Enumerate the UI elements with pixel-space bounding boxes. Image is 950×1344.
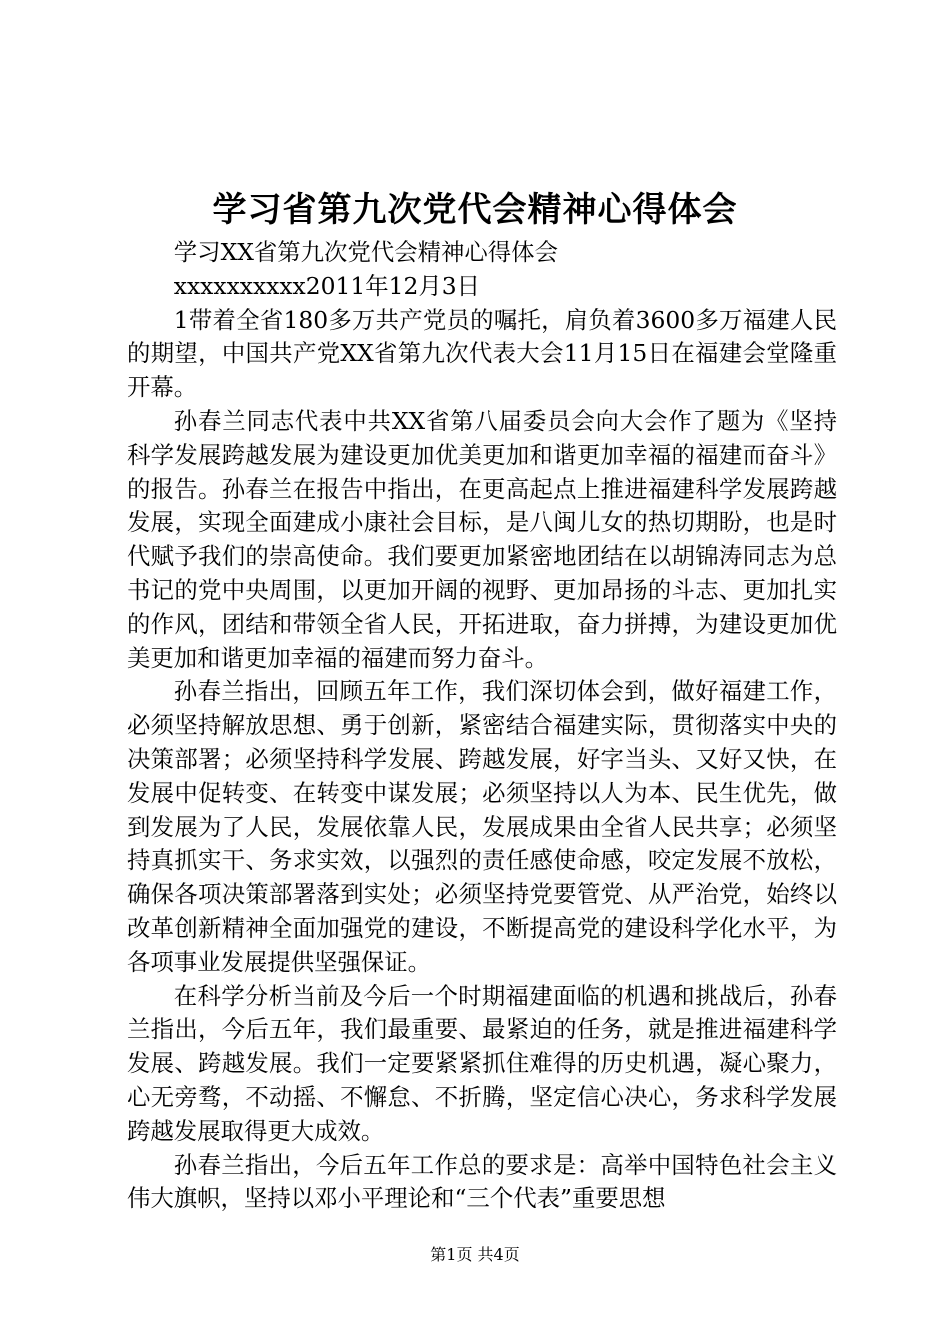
body-paragraph: 在科学分析当前及今后一个时期福建面临的机遇和挑战后，孙春兰指出，今后五年，我们最重要、最紧迫的任务，就是推进福建科学发展、跨越发展。我们一定要紧紧抓住难得的历史机遇，凝心聚力，心无旁骛，不动摇、不懈怠、不折腾，坚定信心决心，务求科学发展跨越发展取得更大成效。	[127, 981, 837, 1145]
body-paragraph: 孙春兰指出，回顾五年工作，我们深切体会到，做好福建工作，必须坚持解放思想、勇于创新，紧密结合福建实际，贯彻落实中央的决策部署；必须坚持科学发展、跨越发展，好字当头、又好又快，在发展中促转变、在转变中谋发展；必须坚持以人为本、民生优先，做到发展为了人民，发展依靠人民，发展成果由全省人民共享；必须坚持真抓实干、务求实效，以强烈的责任感使命感，咬定发展不放松，确保各项决策部署落到实处；必须坚持党要管党、从严治党，始终以改革创新精神全面加强党的建设，不断提高党的建设科学化水平，为各项事业发展提供坚强保证。	[127, 677, 837, 976]
body-paragraph: 孙春兰同志代表中共XX省第八届委员会向大会作了题为《坚持科学发展跨越发展为建设更加优美更加和谐更加幸福的福建而奋斗》的报告。孙春兰在报告中指出，在更高起点上推进福建科学发展跨越发展，实现全面建成小康社会目标，是八闽儿女的热切期盼，也是时代赋予我们的崇高使命。我们要更加紧密地团结在以胡锦涛同志为总书记的党中央周围，以更加开阔的视野、更加昂扬的斗志、更加扎实的作风，团结和带领全省人民，开拓进取，奋力拼搏，为建设更加优美更加和谐更加幸福的福建而努力奋斗。	[127, 406, 837, 672]
page-footer: 第1页 共4页	[430, 1245, 520, 1264]
body-paragraph: 1带着全省180多万共产党员的嘱托，肩负着3600多万福建人民的期望，中国共产党XX省第九次代表大会11月15日在福建会堂隆重开幕。	[127, 305, 837, 402]
document-body	[127, 236, 837, 1216]
body-paragraph: 孙春兰指出，今后五年工作总的要求是：高举中国特色社会主义伟大旗帜，坚持以邓小平理论和“三个代表”重要思想	[127, 1150, 837, 1213]
author-date-line: xxxxxxxxxx2011年12月3日	[173, 271, 481, 300]
subtitle-line: 学习XX省第九次党代会精神心得体会	[173, 238, 558, 266]
document-title: 学习省第九次党代会精神心得体会	[212, 190, 738, 230]
